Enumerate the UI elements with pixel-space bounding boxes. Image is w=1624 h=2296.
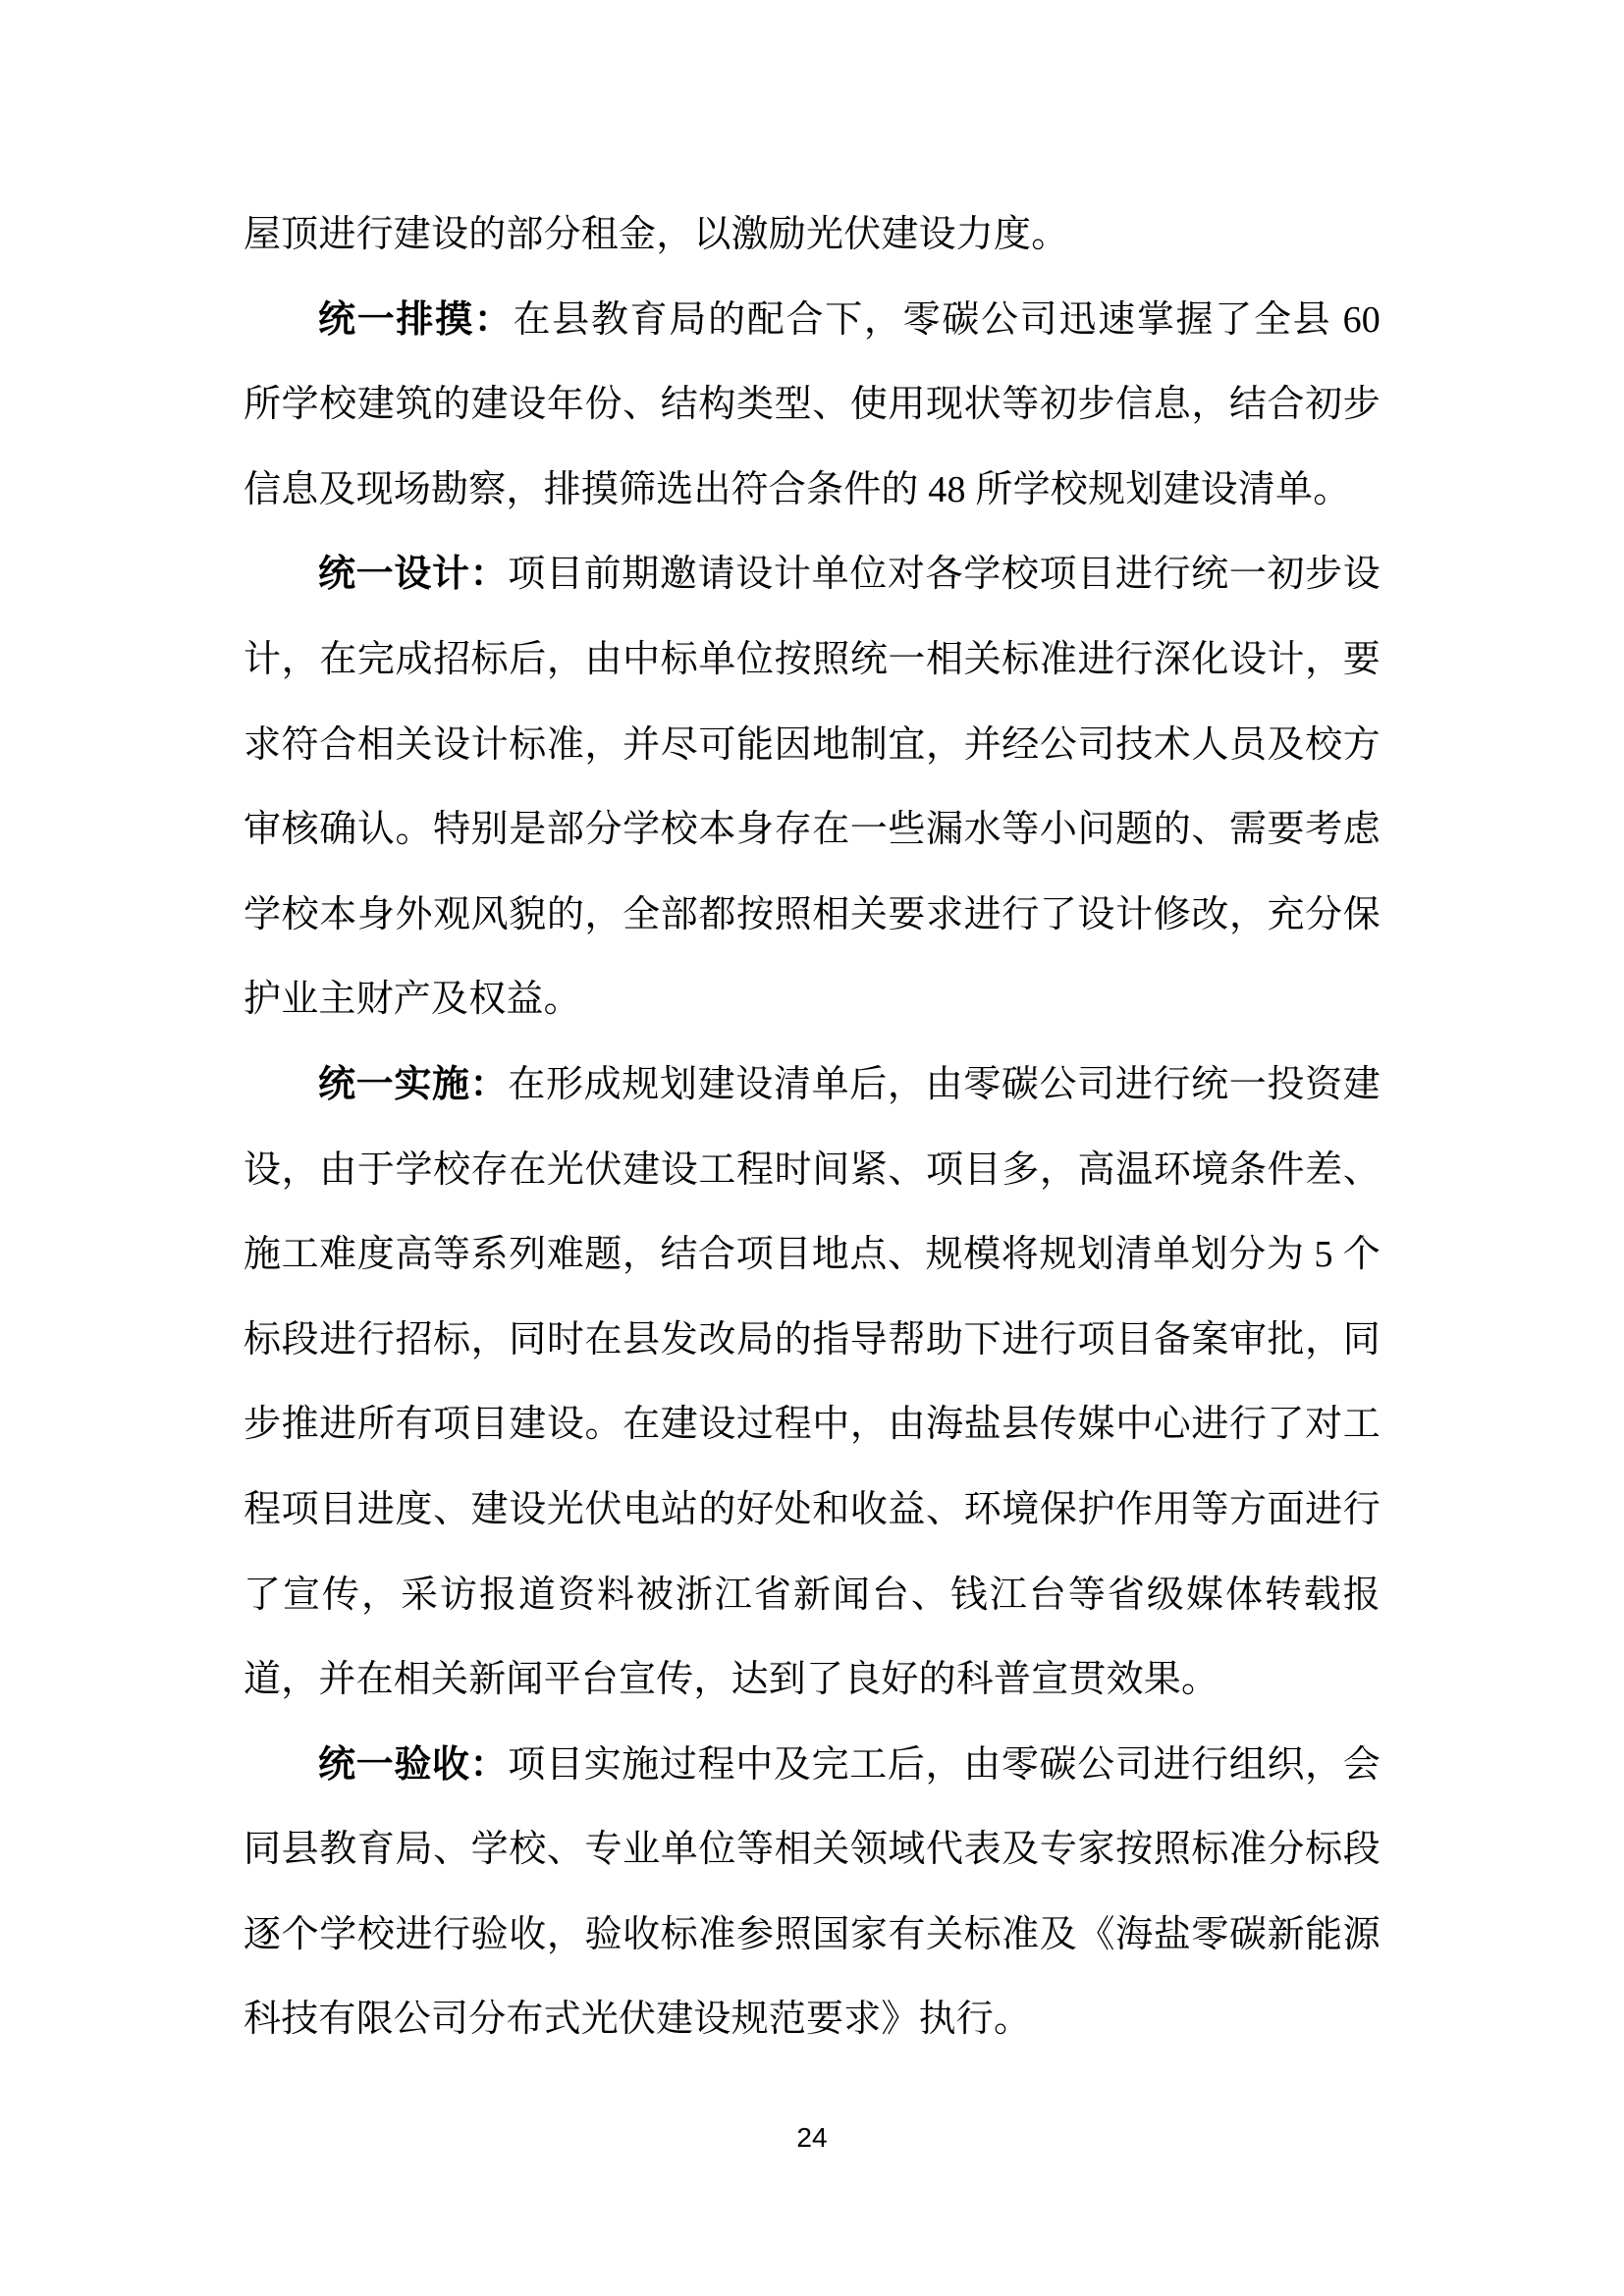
- paragraph: [244, 1042, 1380, 1723]
- paragraph: [244, 532, 1380, 1042]
- paragraph: [244, 1723, 1380, 2062]
- paragraph-text: 在县教育局的配合下，零碳公司迅速掌握了全县 60 所学校建筑的建设年份、结构类型、使用现状等初步信息，结合初步信息及现场勘察，排摸筛选出符合条件的 48 所学校规划建设清单。: [244, 298, 1380, 510]
- paragraph: [244, 278, 1380, 533]
- paragraph-prefix: 统一设计：: [318, 554, 509, 596]
- paragraph-text: 在形成规划建设清单后，由零碳公司进行统一投资建设，由于学校存在光伏建设工程时间紧、项目多，高温环境条件差、施工难度高等系列难题，结合项目地点、规模将规划清单划分为 5 个标段进行招标，同时在县发改局的指导帮助下进行项目备案审批，同步推进所有项目建设。在建设过程中，由海盐县传媒中心进行了对工程项目进度、建设光伏电站的好处和收益、环境保护作用等方面进行了宣传，采访报道资料被浙江省新闻台、钱江台等省级媒体转载报道，并在相关新闻平台宣传，达到了良好的科普宣贯效果。: [244, 1063, 1380, 1701]
- paragraph-prefix: 统一排摸：: [318, 298, 514, 341]
- page-number: 24: [796, 2122, 828, 2153]
- paragraph-text: 屋顶进行建设的部分租金，以激励光伏建设力度。: [244, 214, 1069, 255]
- page-footer: [0, 2122, 1624, 2154]
- paragraph-text: 项目前期邀请设计单位对各学校项目进行统一初步设计，在完成招标后，由中标单位按照统一相关标准进行深化设计，要求符合相关设计标准，并尽可能因地制宜，并经公司技术人员及校方审核确认。特别是部分学校本身存在一些漏水等小问题的、需要考虑学校本身外观风貌的，全部都按照相关要求进行了设计修改，充分保护业主财产及权益。: [244, 554, 1380, 1021]
- paragraph-prefix: 统一验收：: [318, 1743, 509, 1786]
- document-body: [244, 192, 1380, 2062]
- paragraph-prefix: 统一实施：: [318, 1063, 509, 1105]
- paragraph: [244, 192, 1380, 278]
- paragraph-text: 项目实施过程中及完工后，由零碳公司进行组织，会同县教育局、学校、专业单位等相关领域代表及专家按照标准分标段逐个学校进行验收，验收标准参照国家有关标准及《海盐零碳新能源科技有限公司分布式光伏建设规范要求》执行。: [244, 1743, 1380, 2041]
